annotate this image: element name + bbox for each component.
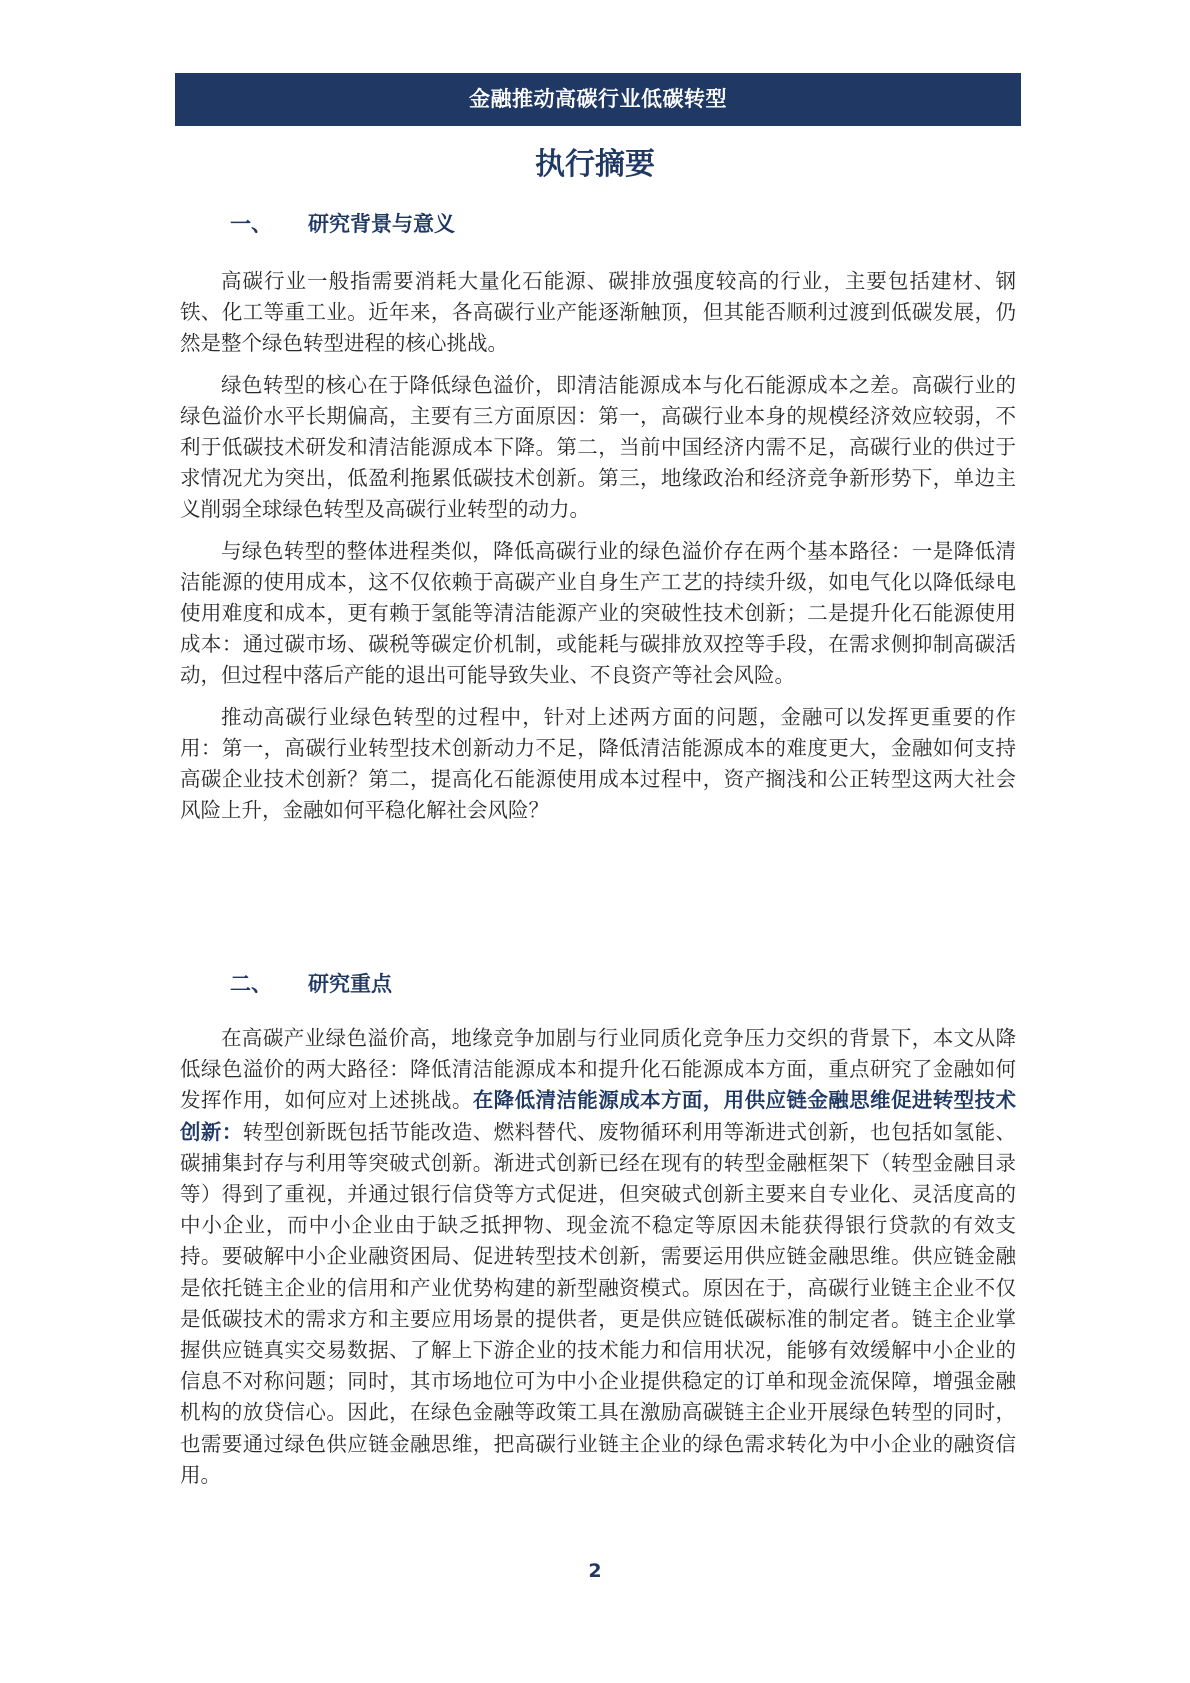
paragraph: 与绿色转型的整体进程类似，降低高碳行业的绿色溢价存在两个基本路径：一是降低清洁能源的使用成本，这不仅依赖于高碳产业自身生产工艺的持续升级，如电气化以降低绿电使用难度和成本，更有赖于氢能等清洁能源产业的突破性技术创新；二是提升化石能源使用成本：通过碳市场、碳税等碳定价机制，或能耗与碳排放双控等手段，在需求侧抑制高碳活动，但过程中落后产能的退出可能导致失业、不良资产等社会风险。 [180,538,1016,688]
document-header-bar: 金融推动高碳行业低碳转型 [175,73,1021,126]
paragraph: 绿色转型的核心在于降低绿色溢价，即清洁能源成本与化石能源成本之差。高碳行业的绿色溢价水平长期偏高，主要有三方面原因：第一，高碳行业本身的规模经济效应较弱，不利于低碳技术研发和清洁能源成本下降。第二，当前中国经济内需不足，高碳行业的供过于求情况尤为突出，低盈利拖累低碳技术创新。第三，地缘政治和经济竞争新形势下，单边主义削弱全球绿色转型及高碳行业转型的动力。 [180,372,1016,522]
section-heading-1 [230,209,455,239]
page-number: 2 [588,1560,602,1582]
section-number: 一、 [230,212,272,236]
section-2-body [180,1023,1016,1501]
paragraph-text: 在高碳产业绿色溢价高，地缘竞争加剧与行业同质化竞争压力交织的背景下，本文从降低绿色溢价的两大路径：降低清洁能源成本和提升化石能源成本方面，重点研究了金融如何发挥作用，如何应对上述挑战。 [180,1026,1016,1113]
paragraph: 高碳行业一般指需要消耗大量化石能源、碳排放强度较高的行业，主要包括建材、钢铁、化工等重工业。近年来，各高碳行业产能逐渐触顶，但其能否顺利过渡到低碳发展，仍然是整个绿色转型进程的核心挑战。 [180,269,1016,356]
paragraph [180,1023,1016,1491]
paragraph: 推动高碳行业绿色转型的过程中，针对上述两方面的问题，金融可以发挥更重要的作用：第一，高碳行业转型技术创新动力不足，降低清洁能源成本的难度更大，金融如何支持高碳企业技术创新？第二，提高化石能源使用成本过程中，资产搁浅和公正转型这两大社会风险上升，金融如何平稳化解社会风险？ [180,704,1016,823]
section-title: 研究重点 [308,972,392,996]
section-number: 二、 [230,972,272,996]
page-title: 执行摘要 [535,147,655,182]
section-heading-2 [230,969,392,999]
paragraph-text: 转型创新既包括节能改造、燃料替代、废物循环利用等渐进式创新，也包括如氢能、碳捕集封存与利用等突破式创新。渐进式创新已经在现有的转型金融框架下（转型金融目录等）得到了重视，并通过银行信贷等方式促进，但突破式创新主要来自专业化、灵活度高的中小企业，而中小企业由于缺乏抵押物、现金流不稳定等原因未能获得银行贷款的有效支持。要破解中小企业融资困局、促进转型技术创新，需要运用供应链金融思维。供应链金融是依托链主企业的信用和产业优势构建的新型融资模式。原因在于，高碳行业链主企业不仅是低碳技术的需求方和主要应用场景的提供者，更是供应链低碳标准的制定者。链主企业掌握供应链真实交易数据、了解上下游企业的技术能力和信用状况，能够有效缓解中小企业的信息不对称问题；同时，其市场地位可为中小企业提供稳定的订单和现金流保障，增强金融机构的放贷信心。因此，在绿色金融等政策工具在激励高碳链主企业开展绿色转型的同时，也需要通过绿色供应链金融思维，把高碳行业链主企业的绿色需求转化为中小企业的融资信用。 [180,1119,1017,1487]
section-1-body [180,266,1016,836]
section-title: 研究背景与意义 [308,212,455,236]
emphasis-text: 在降低清洁能源成本方面，用供应链金融思维促进转型技术创新： [180,1088,1017,1144]
